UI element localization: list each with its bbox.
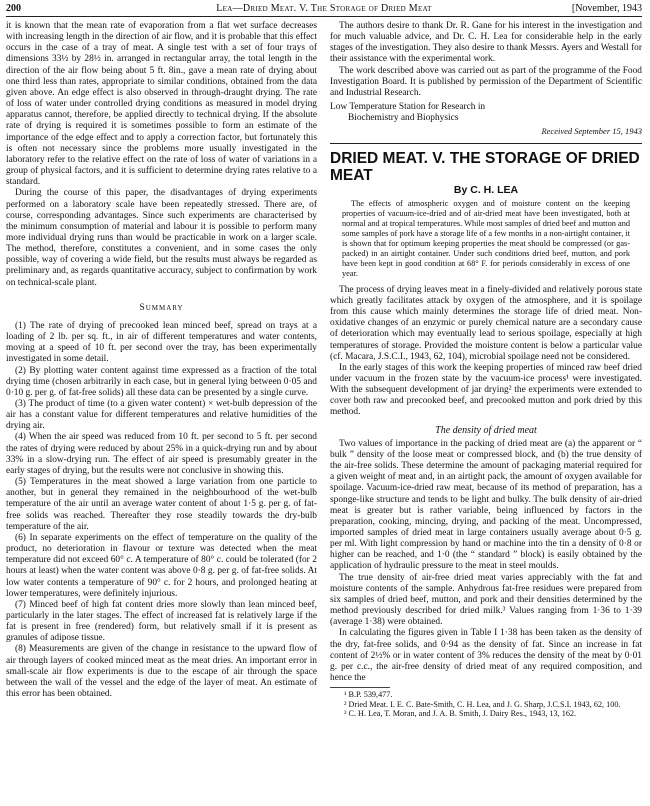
summary-item: (3) The product of time (to a given water content) × wet-bulb depression of the air has a constant value for different temperatures and relative humidities of the drying air. (6, 399, 317, 432)
acknowledgement-paragraph: The work described above was carried out as part of the programme of the Food Investigation Board. It is published by permission of the Department of Scientific and Industrial Research. (330, 65, 642, 98)
page-number: 200 (6, 3, 21, 14)
body-paragraph: In calculating the figures given in Table I 1·38 has been taken as the density of the dry, fat-free solids, and 0·94 as the density of fat. Since an increase in fat content of 2½% or in water content of 3% reduces the density of the meat by 0·01 g. per c.c., the air-free density of dried meat of any required composition, and hence the (330, 628, 642, 684)
footnote: ³ C. H. Lea, T. Moran, and J. A. B. Smith, J. Dairy Res., 1943, 13, 162. (344, 709, 577, 719)
received-date: Received September 15, 1943 (541, 126, 642, 137)
abstract (342, 199, 630, 279)
footnotes (330, 690, 642, 719)
right-column (330, 21, 642, 719)
body-paragraph: In the early stages of this work the keeping properties of minced raw beef dried under vacuum in the frozen state by the vacuum-ice process¹ were investigated. With the subsequent development of jar drying² the experiments were extended to cover both raw and precooked beef, and precooked mutton and pork dried by this method. (330, 362, 642, 418)
left-column (6, 21, 317, 700)
affiliation-line: Biochemistry and Biophysics (348, 113, 459, 124)
footnote: ² Dried Meat. I. E. C. Bate-Smith, C. H. Lea, and J. G. Sharp, J.C.S.I. 1943, 62, 100. (344, 699, 621, 709)
abstract-text: The effects of atmospheric oxygen and of moisture content on the keeping properties of vacuum-ice-dried and of air-dried meat have been investigated, both at normal and at tropical temperatures. While most samples of dried beef and mutton and some samples of pork have a storage life of a few months in a non-airtight container, it is shown that for optimum keeping properties the meat should be compressed (or gas-packed) in an airtight container. Under such conditions dried beef, mutton, and pork have been kept in good condition at 68° F. for periods considerably in excess of one year. (342, 198, 630, 278)
summary-item: (5) Temperatures in the meat showed a large variation from one particle to another, but in general they remained in the neighbourhood of the wet-bulb temperature of the air until an average water content of about 1·5 g. per g. of fat-free solids was reached. Thereafter they rose steadily towards the dry-bulb temperature of the air. (6, 477, 317, 532)
article-title: DRIED MEAT. V. THE STORAGE OF DRIED MEAT (330, 149, 640, 184)
summary-item: (6) In separate experiments on the effect of temperature on the quality of the product, no deterioration in flavour or texture was detected when the meat temperature did not exceed 60° c. A temperature of 80° c. could be tolerated (for 2 hours at least) when the water content was above 0·8 g. per g. of fat-free solids. At low water contents a temperature of 90° c. for 2 hours, and prolonged heating at lower temperatures, were definitely injurious. (6, 532, 317, 599)
affiliation-line: Low Temperature Station for Research in (330, 102, 486, 113)
section-heading: The density of dried meat (435, 424, 537, 436)
body-paragraph: During the course of this paper, the disadvantages of drying experiments performed on a laboratory scale have been repeatedly stressed. There are, of course, corresponding advantages. Since such experiments are characterised by the minimum consumption of material and labour it is possible to perform many more individual drying runs than would be practicable in work on a larger scale. The method, therefore, constitutes a convenient, and in some cases the only possible, way of covering a wide field, but the results must always be regarded as preliminary and, as regards quantitative accuracy, subject to confirmation by work on technical-scale plant. (6, 188, 317, 288)
footnote: ¹ B.P. 539,477. (344, 690, 393, 700)
summary-item: (8) Measurements are given of the change in resistance to the upward flow of air through layers of cooked minced meat as the meat dries. An important error in small-scale air flow experiments is due to the escape of air through the space between the wall of the vessel and the edge of the layer of meat. An estimate of this error has been obtained. (6, 644, 317, 700)
body-paragraph: The process of drying leaves meat in a finely-divided and relatively porous state which greatly facilitates attack by oxygen of the atmosphere, and it is spoilage from this cause which mainly determines the storage life of dried meat. Non-oxidative changes of an enzymic or purely chemical nature are a secondary cause of deterioration which may eventually lead to serious spoilage, especially at high temperatures of storage. Provided the moisture content is below a particular value (cf. Macara, J.S.C.I., 1943, 62, 104), microbial spoilage need not be considered. (330, 284, 642, 362)
article-author: By C. H. LEA (453, 183, 519, 196)
body-paragraph: it is known that the mean rate of evaporation from a flat wet surface decreases with increasing length in the direction of air flow, and it is probable that this effect occurs in the case of a tray of meat. A single test with a set of four trays of dimensions 33½ by 28½ in. arranged in rectangular array, the total length in the direction of the air flow being about 5 ft. 8in., gave a mean rate of drying about one third less than rates, appropriate to similar conditions, obtained from the data given above. An edge effect is also observed in through-draught drying. The rate of loss of water under controlled drying conditions as measured in model drying apparatus cannot, therefore, be applied directly to technical drying. If the absolute rate of drying is required it is sometimes possible to form an estimate of the importance of the edge effect and to apply a correction factor, but fortunately this is often not necessary since the problems more usually investigated in the laboratory refer to the relative effect on the rate of loss of water of variations in a group of physical factors, and it is sufficient to determine drying rates relative to a standard. (6, 21, 317, 188)
divider (330, 143, 642, 144)
running-title: Lea—Dried Meat. V. The Storage of Dried Meat (216, 3, 432, 14)
summary-item: (7) Minced beef of high fat content dries more slowly than lean minced beef, particularly in the later stages. The effect of increased fat is relatively large if the fat is present in free (rendered) form, but relatively small if it is present as granules of adipose tissue. (6, 599, 317, 644)
issue-date: [November, 1943 (571, 3, 642, 14)
running-header (6, 3, 642, 17)
body-paragraph: The true density of air-free dried meat varies appreciably with the fat and moisture contents of the sample. Anhydrous fat-free residues were prepared from six samples of dried beef, mutton, and pork and their densities determined by the method previously described for dried milk.³ Values ranging from 1·36 to 1·39 (average 1·38) were obtained. (330, 572, 642, 628)
acknowledgement-paragraph: The authors desire to thank Dr. R. Gane for his interest in the investigation and for much valuable advice, and Dr. C. H. Lea for considerable help in the early stages of the investigation. They also desire to thank Messrs. Ayers and Westall for their assistance with the experimental work. (330, 21, 642, 65)
summary-heading: Summary (139, 301, 184, 313)
summary-item: (2) By plotting water content against time expressed as a fraction of the total drying time (chosen arbitrarily in each case, but in general lying between 0·05 and 0·10 g. per g. of fat-free solids) all these data can be presented by a single curve. (6, 365, 317, 398)
footnote-divider (330, 687, 390, 688)
summary-item: (1) The rate of drying of precooked lean minced beef, spread on trays at a loading of 2 lb. per sq. ft., in air of different temperatures and water contents, moving at a speed of 10 ft. per second over the tray, has been experimentally investigated in some detail. (6, 320, 317, 365)
body-paragraph: Two values of importance in the packing of dried meat are (a) the apparent or “ bulk ” density of the loose meat or compressed block, and (b) the true density of the air-free solids. These determine the amount of packaging material required for a given weight of meat and, in an airtight pack, the amount of oxygen available for spoilage. Vacuum-ice-dried raw meat, because of its method of preparation, has a sponge-like structure and tends to be light and bulky. The bulk density of air-dried meat is greater but is rather variable, being influenced by factors in the preparation, cooking, mincing, drying, and packing of the meat. Uncompressed, imported samples of dried meat in large containers usually average about 0·5 g. per ml. With light compression by hand or machine into the tin a density of 0·8 or higher can be reached, and 1·0 (the “ standard ” block) is easily obtained by the application of hydraulic pressure to the meat in steel moulds. (330, 438, 642, 572)
summary-item: (4) When the air speed was reduced from 10 ft. per second to 5 ft. per second the rates of drying were reduced by about 25% in a quick-drying run and by about 33% in a slow-drying run. The effect of air speed is presumably greater in the early stages of drying, but the results were not conclusive in showing this. (6, 432, 317, 476)
